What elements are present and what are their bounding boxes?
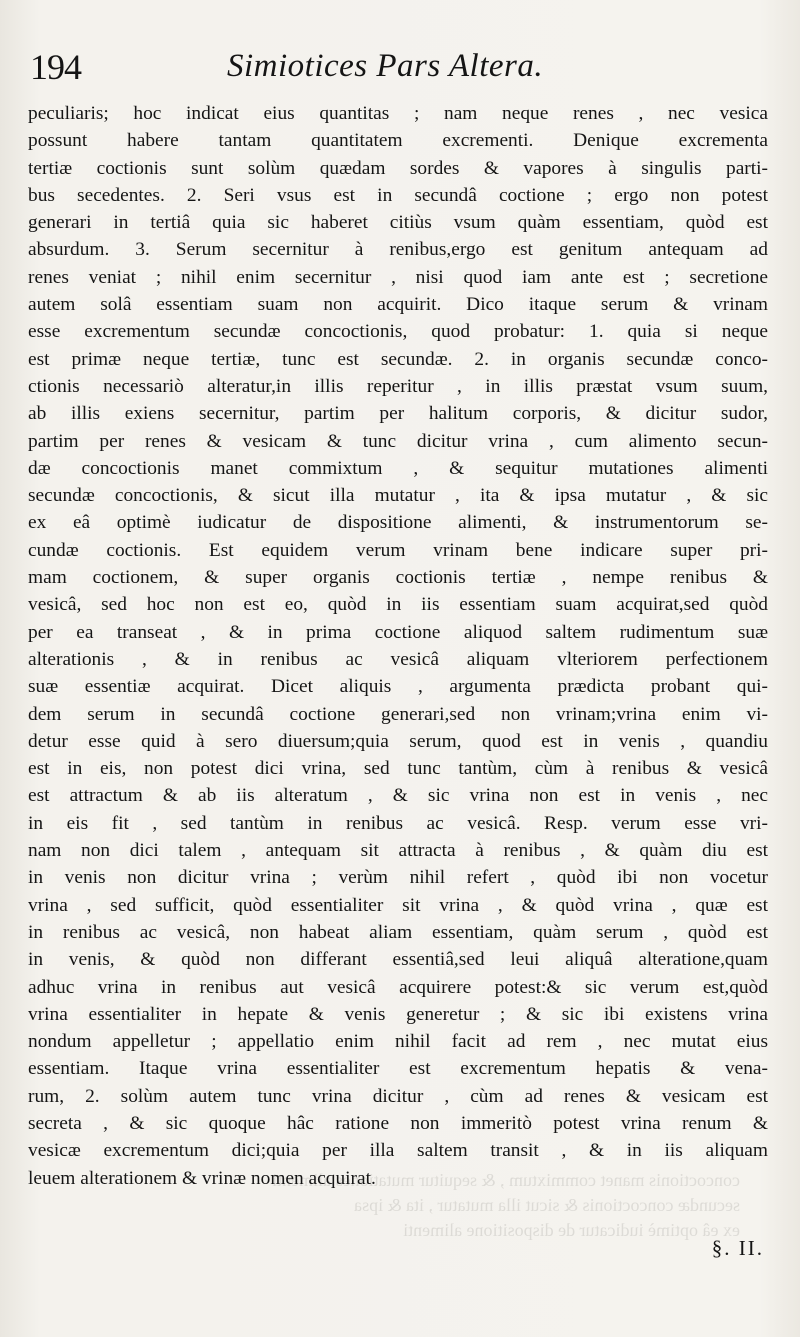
page-number: 194 <box>30 47 81 87</box>
text-line: secreta , & sic quoque hâc ratione non immeritò potest vrina renum & <box>28 1112 768 1134</box>
text-line: vrina , sed sufficit, quòd essentialiter sit vrina , & quòd vrina , quæ est <box>28 894 768 916</box>
text-line: ab illis exiens secernitur, partim per halitum corporis, & dicitur sudor, <box>28 403 768 425</box>
text-line: tertiæ coctionis sunt solùm quædam sordes & vapores à singulis parti- <box>28 157 768 179</box>
text-line: dæ concoctionis manet commixtum , & sequitur mutationes alimenti <box>28 457 768 479</box>
text-line: vesicæ excrementum dici;quia per illa saltem transit , & in iis aliquam <box>28 1140 768 1162</box>
text-line: ex eâ optimè iudicatur de dispositione alimenti, & instrumentorum se- <box>28 512 768 534</box>
text-line: generari in tertiâ quia sic haberet citiùs vsum quàm essentiam, quòd est <box>28 212 768 234</box>
text-line: in eis fit , sed tantùm in renibus ac vesicâ. Resp. verum esse vri- <box>28 812 768 834</box>
text-line: est in eis, non potest dici vrina, sed tunc tantùm, cùm à renibus & vesicâ <box>28 758 768 780</box>
text-line: vesicâ, sed hoc non est eo, quòd in iis essentiam suam acquirat,sed quòd <box>28 594 768 616</box>
text-line: vrina essentialiter in hepate & venis generetur ; & sic ibi existens vrina <box>28 1003 768 1025</box>
text-line: rum, 2. solùm autem tunc vrina dicitur , cùm ad renes & vesicam est <box>28 1085 768 1107</box>
text-line: in venis, & quòd non differant essentiâ,sed leui aliquâ alteratione,quam <box>28 949 768 971</box>
text-line: renes veniat ; nihil enim secernitur , nisi quod iam ante est ; secretione <box>28 266 768 288</box>
text-line: absurdum. 3. Serum secernitur à renibus,ergo est genitum antequam ad <box>28 239 768 261</box>
text-line: in renibus ac vesicâ, non habeat aliam essentiam, quàm serum , quòd est <box>28 921 768 943</box>
text-line: nam non dici talem , antequam sit attracta à renibus , & quàm diu est <box>28 840 768 862</box>
text-line: esse excrementum secundæ concoctionis, quod probatur: 1. quia si neque <box>28 321 768 343</box>
bleed-through-text: concoctionis manet commixtum , & sequitur mutationes alimenti secundæ concoctionis & sicut illa mutatur , ita & ipsa ex eâ optimè iudicatur de dispositione alimenti <box>272 1170 740 1240</box>
text-line: nondum appelletur ; appellatio enim nihil facit ad rem , nec mutat eius <box>28 1031 768 1053</box>
text-line: autem solâ essentiam suam non acquirit. Dico itaque serum & vrinam <box>28 294 768 316</box>
text-line: secundæ concoctionis, & sicut illa mutatur , ita & ipsa mutatur , & sic <box>28 485 768 507</box>
text-line: mam coctionem, & super organis coctionis tertiæ , nempe renibus & <box>28 567 768 589</box>
text-line: est attractum & ab iis alteratum , & sic vrina non est in venis , nec <box>28 785 768 807</box>
text-line: in venis non dicitur vrina ; verùm nihil refert , quòd ibi non vocetur <box>28 867 768 889</box>
body-text <box>28 100 768 1192</box>
text-line: adhuc vrina in renibus aut vesicâ acquirere potest:& sic verum est,quòd <box>28 976 768 998</box>
text-line: ctionis necessariò alteratur,in illis reperitur , in illis præstat vsum suum, <box>28 375 768 397</box>
text-line: bus secedentes. 2. Seri vsus est in secundâ coctione ; ergo non potest <box>28 184 768 206</box>
text-line: detur esse quid à sero diuersum;quia serum, quod est in venis , quandiu <box>28 730 768 752</box>
running-title: Simiotices Pars Altera. <box>227 48 544 84</box>
text-line: leuem alterationem & vrinæ nomen acquirat. <box>28 1167 376 1189</box>
text-line: alterationis , & in renibus ac vesicâ aliquam vlteriorem perfectionem <box>28 648 768 670</box>
text-line: partim per renes & vesicam & tunc dicitur vrina , cum alimento secun- <box>28 430 768 452</box>
text-line: dem serum in secundâ coctione generari,sed non vrinam;vrina enim vi- <box>28 703 768 725</box>
text-line: essentiam. Itaque vrina essentialiter est excrementum hepatis & vena- <box>28 1058 768 1080</box>
text-line: possunt habere tantam quantitatem excrementi. Denique excrementa <box>28 130 768 152</box>
text-line: cundæ coctionis. Est equidem verum vrinam bene indicare super pri- <box>28 539 768 561</box>
text-line: suæ essentiæ acquirat. Dicet aliquis , argumenta prædicta probant qui- <box>28 676 768 698</box>
text-line: peculiaris; hoc indicat eius quantitas ; nam neque renes , nec vesica <box>28 103 768 124</box>
page-header <box>22 42 782 92</box>
text-line: per ea transeat , & in prima coctione aliquod saltem rudimentum suæ <box>28 621 768 643</box>
catchword: §. II. <box>711 1236 764 1260</box>
text-line: est primæ neque tertiæ, tunc est secundæ. 2. in organis secundæ conco- <box>28 348 768 370</box>
